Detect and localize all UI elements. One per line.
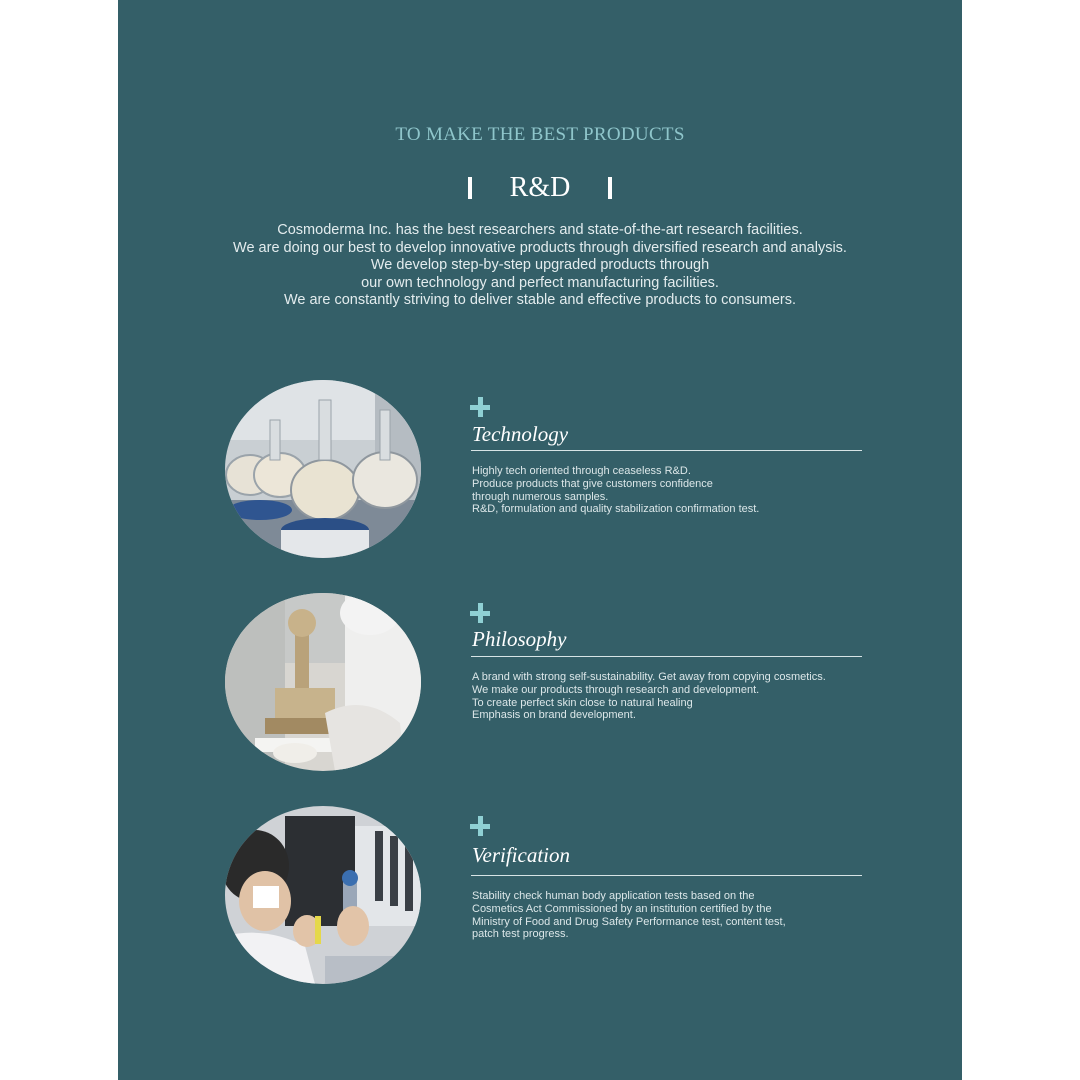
section-text — [472, 465, 872, 516]
section-kicker: TO MAKE THE BEST PRODUCTS — [395, 124, 685, 145]
intro-line: We are doing our best to develop innovative products through diversified research and analysis. — [233, 239, 847, 256]
section-divider — [471, 656, 862, 657]
title-bar-right-icon — [608, 177, 612, 199]
page-title: R&D — [509, 172, 571, 203]
section-line: R&D, formulation and quality stabilization confirmation test. — [472, 503, 760, 516]
intro-paragraph — [118, 222, 962, 310]
section-line: To create perfect skin close to natural healing — [472, 696, 693, 709]
title-bar-left-icon — [468, 177, 472, 199]
section-line: Produce products that give customers confidence — [472, 477, 713, 490]
lab-flasks-illustration — [225, 380, 421, 558]
lab-mixer-illustration — [225, 593, 421, 771]
lab-mixer-photo-icon — [225, 593, 421, 771]
intro-line: We are constantly striving to deliver stable and effective products to consumers. — [283, 292, 797, 308]
section-line: Stability check human body application tests based on the — [472, 890, 755, 902]
section-line: Highly tech oriented through ceaseless R&D. — [472, 465, 691, 477]
section-divider — [471, 875, 862, 876]
title-row — [118, 168, 962, 208]
section-line: through numerous samples. — [472, 490, 609, 503]
section-line: Ministry of Food and Drug Safety Performance test, content test, — [472, 915, 786, 928]
section-line: Emphasis on brand development. — [472, 709, 636, 722]
lab-pipette-photo-icon — [225, 806, 421, 984]
section-verification — [118, 806, 962, 986]
intro-line: We develop step-by-step upgraded products through — [370, 257, 710, 273]
plus-icon — [470, 397, 492, 419]
section-title: Technology — [472, 422, 569, 446]
lab-flasks-photo-icon — [225, 380, 421, 558]
section-divider — [471, 450, 862, 451]
section-line: Cosmetics Act Commissioned by an institution certified by the — [472, 902, 772, 915]
intro-line: our own technology and perfect manufacturing facilities. — [361, 274, 719, 291]
plus-icon — [470, 816, 492, 838]
section-text — [472, 890, 872, 941]
section-title: Philosophy — [472, 627, 567, 651]
plus-icon — [470, 603, 492, 625]
section-text — [472, 671, 872, 722]
section-line: We make our products through research and development. — [472, 683, 760, 696]
section-title: Verification — [472, 843, 570, 867]
section-line: A brand with strong self-sustainability. Get away from copying cosmetics. — [472, 671, 826, 683]
lab-pipette-illustration — [225, 806, 421, 984]
section-technology — [118, 380, 962, 560]
intro-line: Cosmoderma Inc. has the best researchers and state-of-the-art research facilities. — [277, 222, 803, 238]
section-line: patch test progress. — [472, 928, 569, 941]
section-philosophy — [118, 593, 962, 773]
rnd-panel — [118, 0, 962, 1080]
